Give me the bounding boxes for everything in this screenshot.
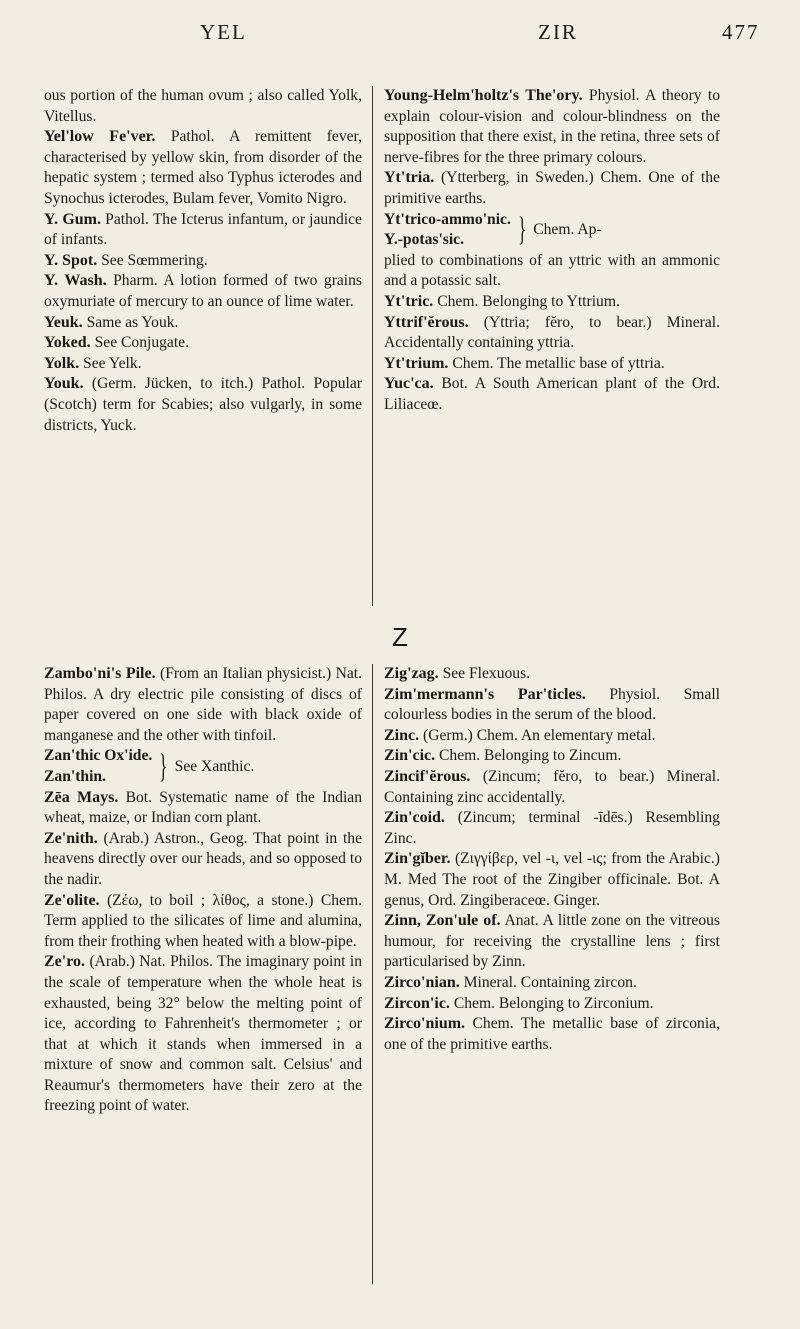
entry [384, 849, 720, 911]
definition: See Sœmmering. [101, 251, 208, 269]
headword: Zinc. [384, 726, 420, 744]
entry [384, 746, 720, 767]
definition: (Ytterberg, in Sweden.) Chem. One of the primitive earths. [384, 169, 720, 207]
entry [44, 664, 362, 746]
column-bottom-right [384, 664, 720, 1055]
entry [44, 891, 362, 953]
column-divider [372, 664, 373, 1284]
entry-group [44, 746, 362, 787]
entry [384, 726, 720, 747]
headword: Ze'olite. [44, 891, 100, 909]
headword: Yt'tria. [384, 169, 435, 187]
definition: Anat. A little zone on the vitreous humour, for receiving the crystalline lens ; first particularised by Zinn. [384, 912, 720, 971]
entry [44, 333, 362, 354]
entry [44, 313, 362, 334]
definition-continuation: plied to combinations of an yttric with an ammonic and a potassic salt. [384, 251, 720, 290]
section-letter: Z [392, 622, 408, 652]
entry [44, 788, 362, 829]
entry [384, 911, 720, 973]
headword: Yoked. [44, 334, 91, 352]
headword: Zin'gĭber. [384, 850, 451, 868]
entry [384, 313, 720, 354]
page-number: 477 [722, 20, 760, 44]
headword: Yuc'ca. [384, 375, 434, 393]
entry [44, 271, 362, 312]
header-left-guide: YEL [200, 20, 247, 44]
entry-continuation: ous portion of the human ovum ; also called Yolk, Vitellus. [44, 87, 362, 125]
headword: Zin'coid. [384, 809, 445, 827]
definition: (Ζιγγίβερ, vel -ι, vel -ις; from the Arabic.) M. Med The root of the Zingiber officinale. Bot. A genus, Ord. Zingiberaceœ. Ginger. [384, 850, 720, 909]
entry [384, 86, 720, 168]
headword: Yttrif'ĕrous. [384, 313, 469, 331]
headword: Zambo'ni's Pile. [44, 665, 156, 682]
definition: Bot. Systematic name of the Indian wheat, maize, or Indian corn plant. [44, 788, 362, 827]
headword: Yt'trico-ammo'nic. [384, 210, 511, 228]
headword: Yt'tric. [384, 292, 434, 310]
headword: Yolk. [44, 354, 80, 372]
definition: (Ζέω, to boil ; λίθος, a stone.) Chem. Term applied to the silicates of lime and alumina, from their frothing when heated with a blow-pipe. [44, 891, 362, 950]
definition: (Yttria; fĕro, to bear.) Mineral. Accidentally containing yttria. [384, 313, 720, 352]
headword: Ze'ro. [44, 953, 86, 971]
headword: Youk. [44, 375, 84, 393]
brace-glyph: } [159, 747, 168, 785]
entry-group [384, 210, 720, 251]
definition: See Flexuous. [442, 665, 531, 682]
headword: Young-Helm'holtz's The'ory. [384, 87, 583, 104]
entry [384, 767, 720, 808]
entry [44, 127, 362, 209]
definition: Physiol. A theory to explain colour-vision and colour-blindness on the supposition that there exist, in the retina, three sets of nerve-fibres for the three primary colours. [384, 87, 720, 166]
entry [44, 354, 362, 375]
definition: See Xanthic. [174, 757, 255, 775]
headword: Y. Gum. [44, 210, 101, 228]
headword: Zig'zag. [384, 665, 439, 682]
headword: Zēa Mays. [44, 788, 119, 806]
definition: See Yelk. [83, 354, 142, 372]
definition: Pathol. A remittent fever, characterised by yellow skin, from disorder of the hepatic system ; termed also Typhus icterodes and Synochus icterodes, Bulam fever, Vomito Nigro. [44, 128, 363, 207]
headword: Zincif'ĕrous. [384, 767, 471, 785]
definition: (Arab.) Nat. Philos. The imaginary point in the scale of temperature when the whole heat is exhausted, being 32° below the melting point of ice, according to Fahrenheit's thermometer ; or that at which it stands when immersed in a mixture of snow and common salt. Celsius' and Reaumur's thermometers have their zero at the freezing point of water. [44, 953, 362, 1115]
headword: Yt'trium. [384, 354, 449, 372]
headword: Zinn, Zon'ule of. [384, 912, 501, 930]
entry [384, 168, 720, 209]
headword: Y. Spot. [44, 251, 98, 269]
definition: Pharm. A lotion formed of two grains oxymuriate of mercury to an ounce of lime water. [44, 272, 363, 310]
definition: Bot. A South American plant of the Ord. Liliaceœ. [384, 375, 720, 413]
definition: Pathol. The Icterus infantum, or jaundice of infants. [44, 210, 362, 249]
column-bottom-left [44, 664, 362, 1117]
headword: Zirco'nian. [384, 973, 460, 991]
definition: See Conjugate. [94, 334, 190, 352]
definition: Same as Youk. [86, 313, 179, 331]
entry [384, 354, 720, 375]
headword: Y.-potas'sic. [384, 231, 465, 249]
headword: Zan'thic Ox'ide. [44, 747, 153, 765]
definition: (Arab.) Astron., Geog. That point in the heavens directly over our heads, and so opposed to the nadir. [44, 829, 363, 888]
entry [384, 994, 720, 1015]
entry [384, 973, 720, 994]
entry [384, 374, 720, 415]
headword: Zim'mermann's Par'ticles. [384, 685, 586, 703]
column-top-left [44, 86, 362, 436]
entry [384, 664, 720, 685]
column-divider [372, 86, 373, 606]
definition: Chem. Belonging to Zincum. [439, 747, 622, 765]
entry [384, 808, 720, 849]
definition: Chem. The metallic base of zirconia, one of the primitive earths. [384, 1015, 720, 1053]
headword: Yeuk. [44, 313, 83, 331]
definition: (Zincum; fĕro, to bear.) Mineral. Containing zinc accidentally. [384, 767, 721, 806]
entry [44, 210, 362, 251]
headword: Zin'cic. [384, 747, 436, 765]
headword: Zan'thin. [44, 767, 106, 785]
definition: Mineral. Containing zircon. [463, 973, 637, 991]
brace-glyph: } [517, 211, 527, 249]
definition: Physiol. Small colourless bodies in the serum of the blood. [384, 685, 720, 724]
definition: Chem. The metallic base of yttria. [452, 354, 665, 372]
headword: Y. Wash. [44, 272, 107, 290]
definition: (Zincum; terminal -īdēs.) Resembling Zinc. [384, 809, 720, 847]
definition: (From an Italian physicist.) Nat. Philos. A dry electric pile consisting of discs of paper covered on one side with black oxide of manganese and the other with tinfoil. [44, 665, 363, 744]
running-header [0, 14, 800, 54]
headword: Zircon'ic. [384, 994, 450, 1012]
entry [44, 829, 362, 891]
entry [384, 685, 720, 726]
headword: Zirco'nium. [384, 1015, 466, 1033]
definition: (Germ.) Chem. An elementary metal. [423, 726, 656, 744]
definition: Chem. Belonging to Yttrium. [437, 292, 620, 310]
definition: Chem. Belonging to Zirconium. [453, 994, 654, 1012]
header-right-guide: ZIR [538, 20, 578, 44]
entry [384, 292, 720, 313]
entry [384, 1014, 720, 1055]
entry [44, 952, 362, 1117]
entry [44, 374, 362, 436]
headword: Ze'nith. [44, 829, 98, 847]
entry [44, 251, 362, 272]
definition: (Germ. Jücken, to itch.) Pathol. Popular (Scotch) term for Scabies; also vulgarly, in some districts, Yuck. [44, 375, 362, 434]
definition: Chem. Ap- [533, 220, 602, 238]
headword: Yel'low Fe'ver. [44, 128, 156, 146]
column-top-right [384, 86, 720, 416]
